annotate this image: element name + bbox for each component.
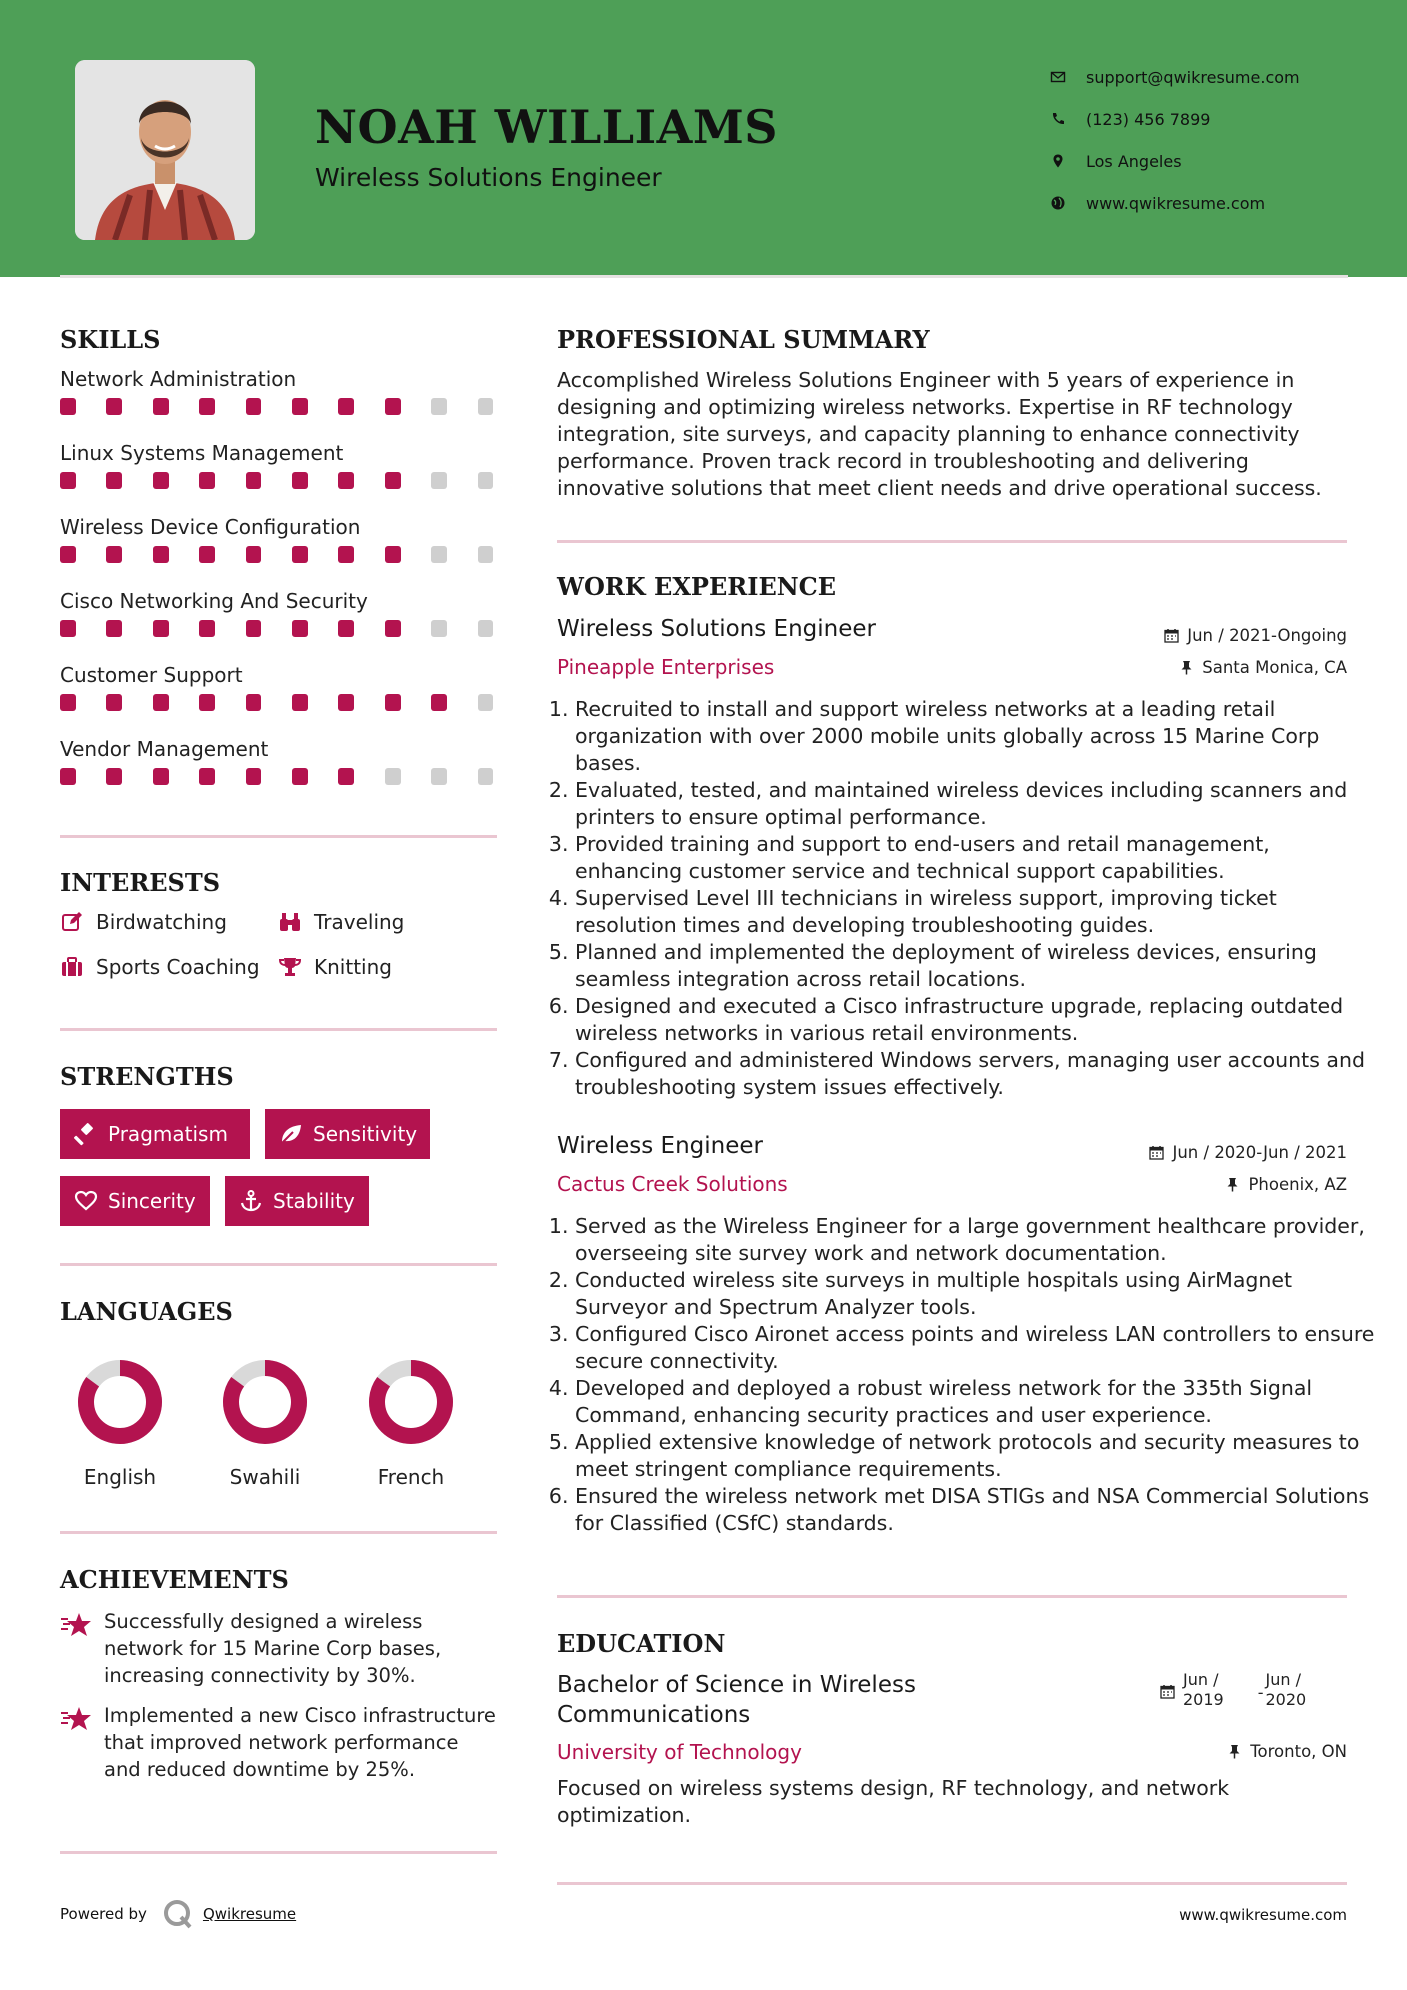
job-bullet: 3. Provided training and support to end-users and retail management, enhancing customer service and technical support capabilities.: [575, 831, 1375, 885]
job-bullet: 1. Recruited to install and support wireless networks at a leading retail organization with over 2000 mobile units globally across 15 Marine Corp bases.: [575, 696, 1375, 777]
language-label: English: [83, 1465, 157, 1489]
education-description: Focused on wireless systems design, RF technology, and network optimization.: [557, 1776, 1230, 1827]
school-name: University of Technology: [557, 1740, 802, 1764]
job-bullet: 3. Configured Cisco Aironet access points and wireless LAN controllers to ensure secure connectivity.: [575, 1321, 1375, 1375]
rating-dot-filled: [292, 546, 308, 563]
skill-rating: [60, 618, 497, 662]
degree-line-2: Communications: [557, 1702, 751, 1728]
briefcase-icon: [60, 955, 84, 979]
rating-dot-filled: [199, 620, 215, 637]
header-band: [0, 0, 1407, 277]
strengths-heading: STRENGTHS: [60, 1062, 234, 1091]
rating-dot-empty: [478, 768, 494, 785]
rating-dot-empty: [431, 768, 447, 785]
job-date-text: Jun / 2020-Jun / 2021: [1172, 1143, 1347, 1162]
language-donut-chart: [220, 1357, 310, 1447]
edit-icon: [60, 910, 84, 934]
contact-location-text: Los Angeles: [1086, 151, 1182, 171]
languages-heading: LANGUAGES: [60, 1297, 233, 1326]
gavel-icon: [74, 1122, 98, 1146]
education-start-year: 2019: [1183, 1690, 1224, 1709]
rating-dot-filled: [385, 398, 401, 415]
contact-phone[interactable]: [1050, 98, 1300, 140]
job-title: Wireless Engineer: [557, 1133, 763, 1159]
strength-sensitivity: [265, 1109, 430, 1159]
rating-dot-filled: [153, 472, 169, 489]
pushpin-icon: [1179, 660, 1194, 675]
interests-divider: [60, 1028, 497, 1031]
skill-name: Customer Support: [60, 663, 243, 687]
rating-dot-filled: [106, 620, 122, 637]
language-label: French: [377, 1465, 445, 1489]
interest-traveling: [278, 910, 404, 934]
rating-dot-filled: [153, 546, 169, 563]
experience-divider: [557, 1595, 1347, 1598]
rating-dot-empty: [385, 768, 401, 785]
job-bullet: 2. Evaluated, tested, and maintained wireless devices including scanners and printers to ensure optimal performance.: [575, 777, 1375, 831]
rating-dot-empty: [478, 398, 494, 415]
rating-dot-filled: [60, 768, 76, 785]
education-end: [1266, 1670, 1307, 1710]
languages-divider: [60, 1531, 497, 1534]
rating-dot-filled: [153, 768, 169, 785]
calendar-icon: [1149, 1145, 1164, 1160]
interest-label: Sports Coaching: [96, 955, 260, 979]
job-bullet: 6. Ensured the wireless network met DISA STIGs and NSA Commercial Solutions for Classified (CSfC) standards.: [575, 1483, 1375, 1537]
rating-dot-filled: [246, 472, 262, 489]
rating-dot-filled: [199, 546, 215, 563]
skill-name: Vendor Management: [60, 737, 269, 761]
binoculars-icon: [278, 910, 302, 934]
rating-dot-filled: [338, 620, 354, 637]
skill-rating: [60, 470, 497, 514]
rating-dot-empty: [478, 546, 494, 563]
contact-list: [1050, 56, 1300, 224]
interest-label: Knitting: [314, 955, 392, 979]
interest-label: Traveling: [314, 910, 405, 934]
qwikresume-logo-icon: [161, 1897, 195, 1931]
achievement-text: Successfully designed a wireless network for 15 Marine Corp bases, increasing connectivity by 30%.: [104, 1610, 442, 1687]
star-badge-icon: [60, 1704, 92, 1734]
interest-sports-coaching: [60, 955, 260, 979]
experience-heading: WORK EXPERIENCE: [557, 572, 837, 601]
rating-dot-filled: [292, 620, 308, 637]
skills-divider: [60, 835, 497, 838]
job-bullet: 5. Planned and implemented the deployment of wireless devices, ensuring seamless integration across retail locations.: [575, 939, 1375, 993]
strength-label: Sensitivity: [313, 1122, 418, 1146]
education-start-month: Jun /: [1183, 1670, 1219, 1689]
job-bullet: 1. Served as the Wireless Engineer for a large government healthcare provider, overseeing site survey work and network documentation.: [575, 1213, 1375, 1267]
rating-dot-filled: [60, 398, 76, 415]
rating-dot-filled: [106, 472, 122, 489]
rating-dot-filled: [246, 694, 262, 711]
rating-dot-filled: [60, 620, 76, 637]
skill-rating: [60, 692, 497, 736]
rating-dot-filled: [199, 398, 215, 415]
education-location: [1227, 1742, 1347, 1761]
rating-dot-filled: [153, 620, 169, 637]
strengths-divider: [60, 1263, 497, 1266]
achievement-item: [60, 1608, 500, 1689]
skill-name: Linux Systems Management: [60, 441, 344, 465]
strength-sincerity: [60, 1176, 210, 1226]
job-bullet: 6. Designed and executed a Cisco infrastructure upgrade, replacing outdated wireless networks in various retail environments.: [575, 993, 1375, 1047]
contact-website-text: www.qwikresume.com: [1086, 193, 1266, 213]
skills-list: [60, 366, 497, 810]
education-heading: EDUCATION: [557, 1629, 726, 1658]
rating-dot-empty: [431, 620, 447, 637]
rating-dot-filled: [60, 472, 76, 489]
rating-dot-filled: [106, 694, 122, 711]
rating-dot-filled: [338, 472, 354, 489]
envelope-icon: [1050, 69, 1066, 85]
job-bullet: 5. Applied extensive knowledge of network protocols and security measures to meet stringent compliance requirements.: [575, 1429, 1375, 1483]
education-end-year: 2020: [1265, 1690, 1307, 1709]
calendar-icon: [1160, 1684, 1175, 1699]
heart-icon: [74, 1189, 98, 1213]
calendar-icon: [1164, 628, 1179, 643]
rating-dot-empty: [478, 620, 494, 637]
skill-rating: [60, 396, 497, 440]
footer-url[interactable]: www.qwikresume.com: [1179, 1906, 1347, 1924]
skill-name: Wireless Device Configuration: [60, 515, 361, 539]
candidate-name: NOAH WILLIAMS: [315, 100, 778, 154]
language-donut-chart: [366, 1357, 456, 1447]
contact-email-text: support@qwikresume.com: [1086, 67, 1300, 87]
strength-label: Stability: [273, 1189, 355, 1213]
education-location-text: Toronto, ON: [1250, 1742, 1347, 1761]
rating-dot-filled: [246, 546, 262, 563]
anchor-icon: [239, 1189, 263, 1213]
rating-dot-filled: [246, 768, 262, 785]
rating-dot-empty: [478, 472, 494, 489]
company-name: Pineapple Enterprises: [557, 655, 775, 679]
rating-dot-filled: [385, 694, 401, 711]
rating-dot-filled: [292, 472, 308, 489]
globe-icon: [1050, 195, 1066, 211]
strength-label: Pragmatism: [108, 1122, 228, 1146]
candidate-title: Wireless Solutions Engineer: [315, 163, 662, 192]
job-location-text: Phoenix, AZ: [1248, 1175, 1347, 1194]
language-donut-chart: [75, 1357, 165, 1447]
map-pin-icon: [1050, 153, 1066, 169]
interest-knitting: [278, 955, 392, 979]
phone-icon: [1050, 111, 1066, 127]
rating-dot-empty: [478, 694, 494, 711]
person-photo-icon: [75, 60, 255, 240]
rating-dot-empty: [431, 398, 447, 415]
pushpin-icon: [1227, 1744, 1242, 1759]
job-bullet: 4. Supervised Level III technicians in wireless support, improving ticket resolution times and developing troubleshooting guides.: [575, 885, 1375, 939]
rating-dot-filled: [153, 398, 169, 415]
rating-dot-empty: [431, 546, 447, 563]
job-date: [1149, 1143, 1347, 1162]
achievements-heading: ACHIEVEMENTS: [60, 1565, 289, 1594]
skills-heading: SKILLS: [60, 325, 161, 354]
job-date: [1164, 626, 1347, 645]
leaf-icon: [279, 1122, 303, 1146]
brand-link[interactable]: Qwikresume: [202, 1905, 297, 1923]
education-date: [1160, 1670, 1306, 1710]
language-item: [205, 1357, 325, 1489]
summary-heading: PROFESSIONAL SUMMARY: [557, 325, 930, 354]
footer-powered-by: [60, 1897, 296, 1931]
rating-dot-filled: [106, 398, 122, 415]
strength-pragmatism: [60, 1109, 250, 1159]
rating-dot-filled: [431, 694, 447, 711]
interest-label: Birdwatching: [96, 910, 227, 934]
education-date-separator: -: [1257, 1683, 1264, 1702]
rating-dot-filled: [106, 768, 122, 785]
education-start: [1183, 1670, 1224, 1710]
rating-dot-filled: [292, 398, 308, 415]
skill-name: Network Administration: [60, 367, 297, 391]
job-bullets: [557, 1213, 1375, 1537]
header-divider: [60, 275, 1348, 278]
job-location: [1225, 1175, 1347, 1194]
rating-dot-filled: [153, 694, 169, 711]
rating-dot-filled: [338, 546, 354, 563]
rating-dot-empty: [431, 472, 447, 489]
language-label: Swahili: [229, 1465, 301, 1489]
language-item: [351, 1357, 471, 1489]
achievement-text: Implemented a new Cisco infrastructure that improved network performance and reduced downtime by 25%.: [104, 1704, 496, 1781]
rating-dot-filled: [292, 694, 308, 711]
rating-dot-filled: [199, 694, 215, 711]
contact-website[interactable]: [1050, 182, 1300, 224]
profile-photo: [75, 60, 255, 240]
rating-dot-filled: [199, 472, 215, 489]
contact-email[interactable]: [1050, 56, 1300, 98]
strength-label: Sincerity: [108, 1189, 196, 1213]
rating-dot-filled: [385, 546, 401, 563]
strength-stability: [225, 1176, 369, 1226]
rating-dot-filled: [106, 546, 122, 563]
job-date-text: Jun / 2021-Ongoing: [1187, 626, 1347, 645]
job-title: Wireless Solutions Engineer: [557, 616, 876, 642]
pushpin-icon: [1225, 1177, 1240, 1192]
summary-divider: [557, 540, 1347, 543]
rating-dot-filled: [246, 398, 262, 415]
job-location-text: Santa Monica, CA: [1202, 658, 1347, 677]
contact-phone-text: (123) 456 7899: [1086, 109, 1211, 129]
job-bullet: 2. Conducted wireless site surveys in multiple hospitals using AirMagnet Surveyor and Spectrum Analyzer tools.: [575, 1267, 1375, 1321]
rating-dot-filled: [338, 768, 354, 785]
job-location: [1179, 658, 1347, 677]
rating-dot-filled: [60, 546, 76, 563]
achievement-item: [60, 1702, 500, 1783]
powered-by-label: Powered by: [60, 1905, 147, 1923]
job-bullets: [557, 696, 1375, 1101]
education-end-month: Jun /: [1265, 1670, 1301, 1689]
job-bullet: 4. Developed and deployed a robust wireless network for the 335th Signal Command, enhancing security practices and user experience.: [575, 1375, 1375, 1429]
skill-rating: [60, 766, 497, 810]
education-divider: [557, 1882, 1347, 1885]
rating-dot-filled: [292, 768, 308, 785]
rating-dot-filled: [338, 398, 354, 415]
rating-dot-filled: [385, 472, 401, 489]
rating-dot-filled: [338, 694, 354, 711]
language-item: [60, 1357, 180, 1489]
achievements-divider: [60, 1851, 497, 1854]
company-name: Cactus Creek Solutions: [557, 1172, 788, 1196]
summary-text: Accomplished Wireless Solutions Engineer with 5 years of experience in designing and optimizing wireless networks. Expertise in RF technology integration, site surveys, and capacity planning to enhance connectivity performance. Proven track record in troubleshooting and delivering innovative solutions that meet client needs and drive operational success.: [557, 368, 1322, 500]
trophy-icon: [278, 955, 302, 979]
rating-dot-filled: [385, 620, 401, 637]
job-bullet: 7. Configured and administered Windows servers, managing user accounts and troubleshooting system issues effectively.: [575, 1047, 1375, 1101]
interests-heading: INTERESTS: [60, 868, 221, 897]
contact-location: [1050, 140, 1300, 182]
star-badge-icon: [60, 1610, 92, 1640]
interest-birdwatching: [60, 910, 227, 934]
rating-dot-filled: [246, 620, 262, 637]
skill-rating: [60, 544, 497, 588]
rating-dot-filled: [199, 768, 215, 785]
skill-name: Cisco Networking And Security: [60, 589, 368, 613]
degree-line-1: Bachelor of Science in Wireless: [557, 1672, 916, 1698]
rating-dot-filled: [60, 694, 76, 711]
